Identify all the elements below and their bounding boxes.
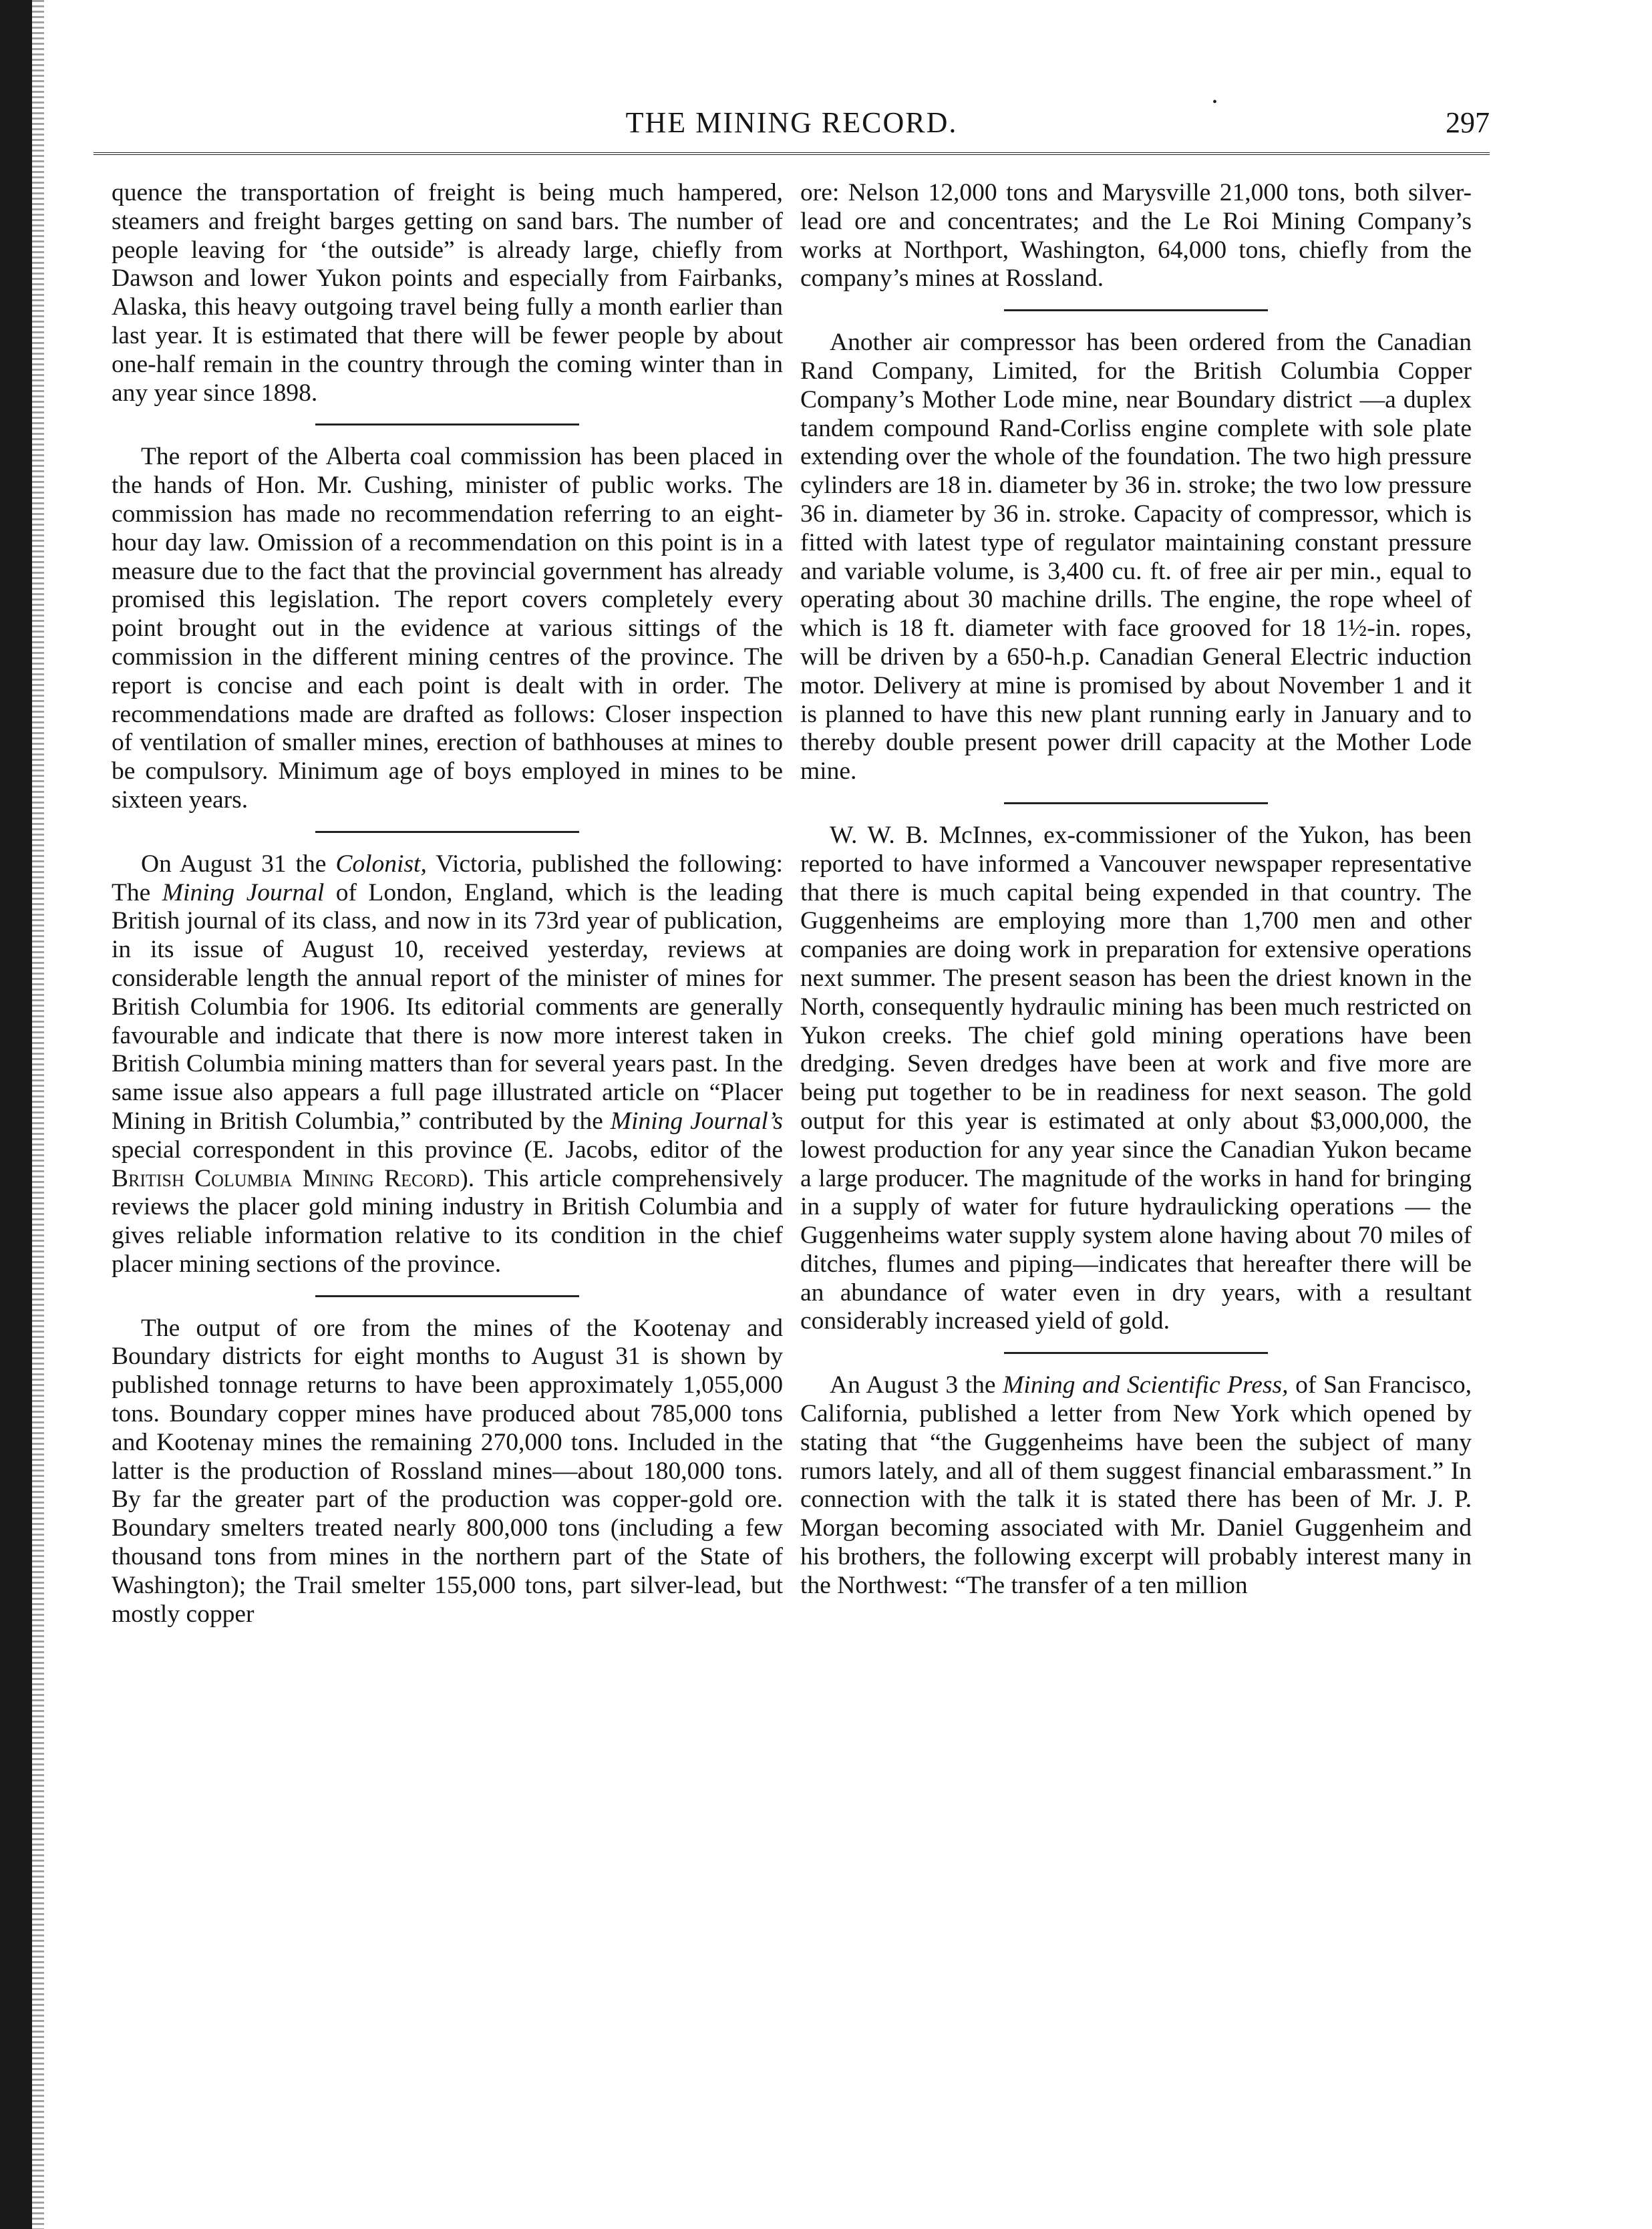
article-air-compressor: Another air compressor has been ordered from the Canadian Rand Company, Limited, for the British Columbia Copper Company’s Mother Lode mine, near Boundary district —a duplex tandem compound Rand-Corliss engine complete with sole plate extending over the whole of the foundation. The two high pressure cylinders are 18 in. diameter by 36 in. stroke; the two low pressure 36 in. diameter by 36 in. stroke. Capacity of compressor, which is fitted with latest type of regulator maintaining constant pressure and variable volume, is 3,400 cu. ft. of free air per min., equal to operating about 30 machine drills. The engine, the rope wheel of which is 18 ft. diameter with face grooved for 18 1½-in. ropes, will be driven by a 650-h.p. Canadian General Electric induction motor. Delivery at mine is promised by about November 1 and it is planned to have this new plant running early in January and to thereby double present power drill capacity at the Mother Lode mine.: [800, 329, 1472, 786]
article-mining-journal-review: On August 31 the Colonist, Victoria, published the following: The Mining Journal of London, England, which is the leading British journal of its class, and now in its 73rd year of publication, in its issue of August 10, received yesterday, reviews at considerable length the annual report of the minister of mines for British Columbia for 1906. Its editorial comments are generally favourable and indicate that there is now more interest taken in British Columbia mining matters than for several years past. In the same issue also appears a full page illustrated article on “Placer Mining in British Columbia,” contributed by the Mining Journal’s special correspondent in this province (E. Jacobs, editor of the British Columbia Mining Record). This article comprehensively reviews the placer gold mining industry in British Columbia and gives reliable information relative to its condition in the chief placer mining sections of the province.: [112, 850, 783, 1278]
running-title: THE MINING RECORD.: [625, 106, 958, 139]
publication-mining-journal-possessive: Mining Journal’s: [610, 1107, 783, 1135]
publication-mining-journal: Mining Journal: [162, 878, 325, 906]
article-kootenay-boundary-output: The output of ore from the mines of the Kootenay and Boundary districts for eight months to August 31 is shown by published tonnage returns to have been approximately 1,055,000 tons. Boundary copper mines have produced about 785,000 tons and Kootenay mines the remaining 270,000 tons. Included in the latter is the production of Rossland mines—about 180,000 tons. By far the greater part of the production was copper-gold ore. Boundary smelters treated nearly 800,000 tons (including a few thousand tons from mines in the northern part of the State of Washington); the Trail smelter 155,000 tons, part silver-lead, but mostly copper: [112, 1314, 783, 1628]
publication-colonist: Colonist,: [335, 850, 427, 878]
article-alberta-coal-commission: The report of the Alberta coal commission has been placed in the hands of Hon. Mr. Cushing, minister of public works. The commission has made no recommendation referring to an eight-hour day law. Omission of a recommendation on this point is in a measure due to the fact that the provincial government has already promised this legislation. The report covers completely every point brought out in the evidence at various sittings of the commission in the different mining centres of the province. The report is concise and each point is dealt with in order. The recommendations made are drafted as follows: Closer inspection of ventilation of smaller mines, erection of bathhouses at mines to be compulsory. Minimum age of boys employed in mines to be sixteen years.: [112, 443, 783, 814]
page-binding-edge: [0, 0, 32, 2229]
article-separator: [315, 423, 579, 425]
page-header: [94, 94, 1490, 154]
article-guggenheim-letter: An August 3 the Mining and Scientific Press, of San Francisco, California, published a letter from New York which opened by stating that “the Guggenheims have been the subject of many rumors lately, and all of them suggest financial embarassment.” In connection with the talk it is stated there has been of Mr. J. P. Morgan becoming associated with Mr. Daniel Guggenheim and his brothers, the following excerpt will probably interest many in the Northwest: “The transfer of a ten million: [800, 1371, 1472, 1599]
article-separator: [315, 1295, 579, 1297]
article-separator: [1004, 802, 1268, 804]
publication-mining-scientific-press: Mining and Scientific Press,: [1003, 1371, 1289, 1399]
article-separator: [1004, 309, 1268, 311]
article-continuation-transport: quence the transportation of freight is being much hampered, steamers and freight barges getting on sand bars. The number of people leaving for ‘the outside” is already large, chiefly from Dawson and lower Yukon points and especially from Fairbanks, Alaska, this heavy outgoing travel being fully a month earlier than last year. It is estimated that there will be fewer people by about one-half remain in the country through the coming winter than in any year since 1898.: [112, 179, 783, 407]
print-speck: •: [1212, 95, 1218, 110]
header-rule: [94, 152, 1490, 155]
right-column: [800, 179, 1472, 1600]
left-column: [112, 179, 783, 1628]
article-separator: [315, 831, 579, 833]
page-number: 297: [1446, 106, 1490, 139]
article-continuation-ore: ore: Nelson 12,000 tons and Marysville 21,000 tons, both silver-lead ore and concentrates; and the Le Roi Mining Company’s works at Northport, Washington, 64,000 tons, chiefly from the company’s mines at Rossland.: [800, 179, 1472, 293]
article-separator: [1004, 1352, 1268, 1354]
binding-texture: [32, 0, 44, 2229]
publication-bc-mining-record: British Columbia Mining Record: [112, 1164, 460, 1192]
article-yukon-mcinnes: W. W. B. McInnes, ex-commissioner of the Yukon, has been reported to have informed a Vancouver newspaper representative that there is much capital being expended in that country. The Guggenheims are employing more than 1,700 men and other companies are doing work in preparation for extensive operations next summer. The present season has been the driest known in the North, consequently hydraulic mining has been much restricted on Yukon creeks. The chief gold mining operations have been dredging. Seven dredges have been at work and five more are being put together to be in readiness for next season. The gold output for this year is estimated at only about $3,000,000, the lowest production for any year since the Canadian Yukon became a large producer. The magnitude of the works in hand for bringing in a supply of water for future hydraulicking operations — the Guggenheims water supply system alone having about 70 miles of ditches, flumes and piping—indicates that hereafter there will be an abundance of water even in dry years, with a resultant considerably increased yield of gold.: [800, 821, 1472, 1335]
